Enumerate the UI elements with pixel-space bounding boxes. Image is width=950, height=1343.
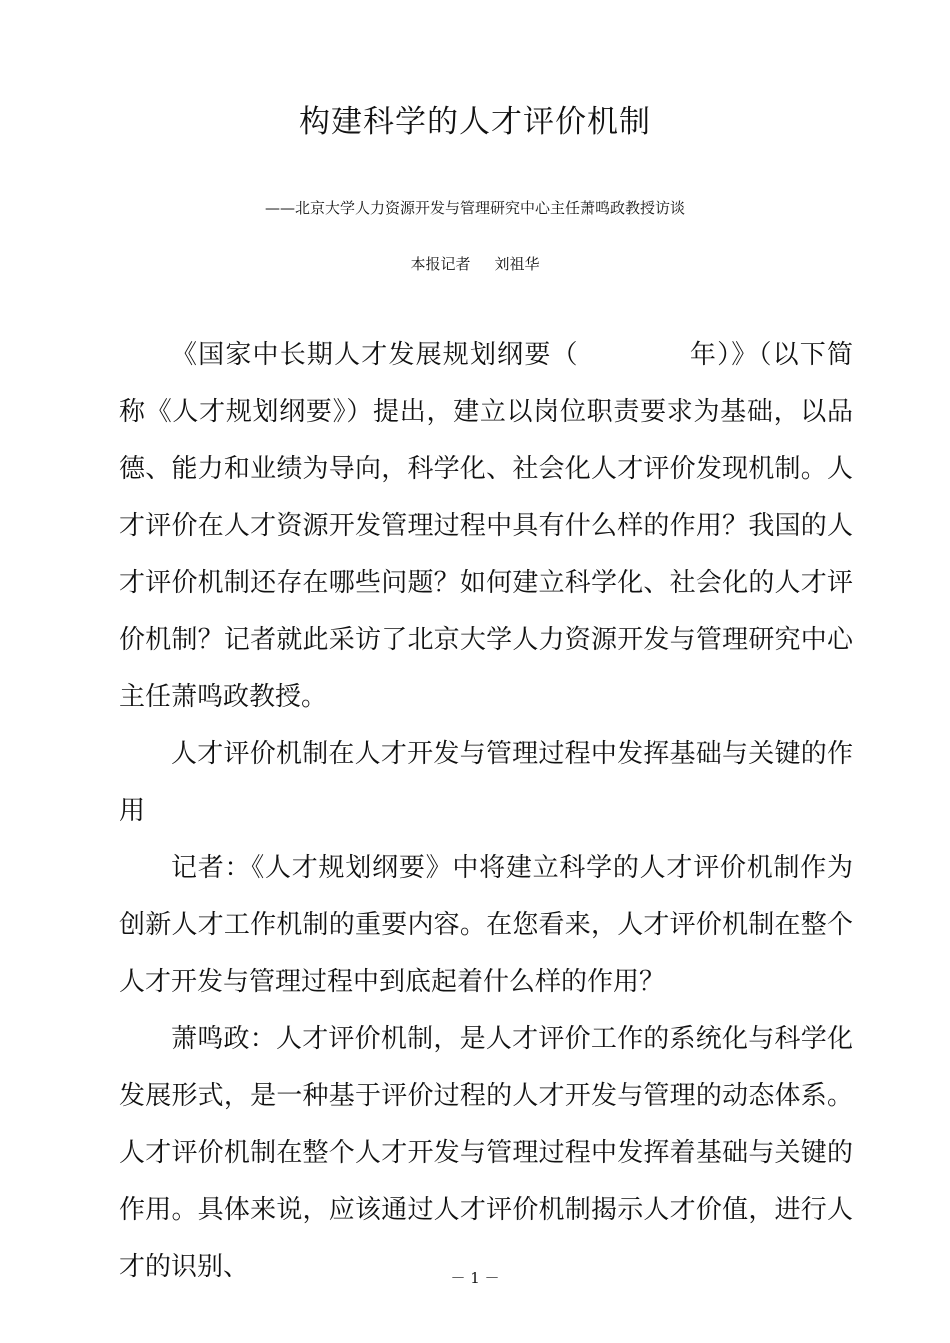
document-title: 构建科学的人才评价机制 (299, 104, 651, 140)
reporter-question: 记者：《人才规划纲要》中将建立科学的人才评价机制作为创新人才工作机制的重要内容。在您看来，人才评价机制在整个人才开发与管理过程中到底起着什么样的作用？ (119, 853, 853, 997)
intro-text-rest: 年）》（以下简称《人才规划纲要》）提出，建立以岗位职责要求为基础，以品德、能力和业绩为导向，科学化、社会化人才评价发现机制。人才评价在人才资源开发管理过程中具有什么样的作用？我国的人才评价机制还存在哪些问题？如何建立科学化、社会化的人才评价机制？记者就此采访了北京大学人力资源开发与管理研究中心主任萧鸣政教授。 (119, 340, 853, 712)
page-number: － 1 － (450, 1269, 500, 1287)
intro-paragraph (119, 327, 853, 726)
byline (0, 253, 950, 275)
document-subtitle: ——北京大学人力资源开发与管理研究中心主任萧鸣政教授访谈 (264, 199, 685, 217)
byline-label: 本报记者 (410, 255, 471, 273)
byline-author: 刘祖华 (494, 255, 540, 273)
intro-text-start: 《国家中长期人才发展规划纲要（ (171, 340, 579, 370)
section-heading: 人才评价机制在人才开发与管理过程中发挥基础与关键的作用 (119, 739, 853, 826)
interviewee-answer: 萧鸣政：人才评价机制，是人才评价工作的系统化与科学化发展形式，是一种基于评价过程的人才开发与管理的动态体系。人才评价机制在整个人才开发与管理过程中发挥着基础与关键的作用。具体来说，应该通过人才评价机制揭示人才价值，进行人才的识别、 (119, 1024, 853, 1282)
article-body (119, 327, 853, 1296)
